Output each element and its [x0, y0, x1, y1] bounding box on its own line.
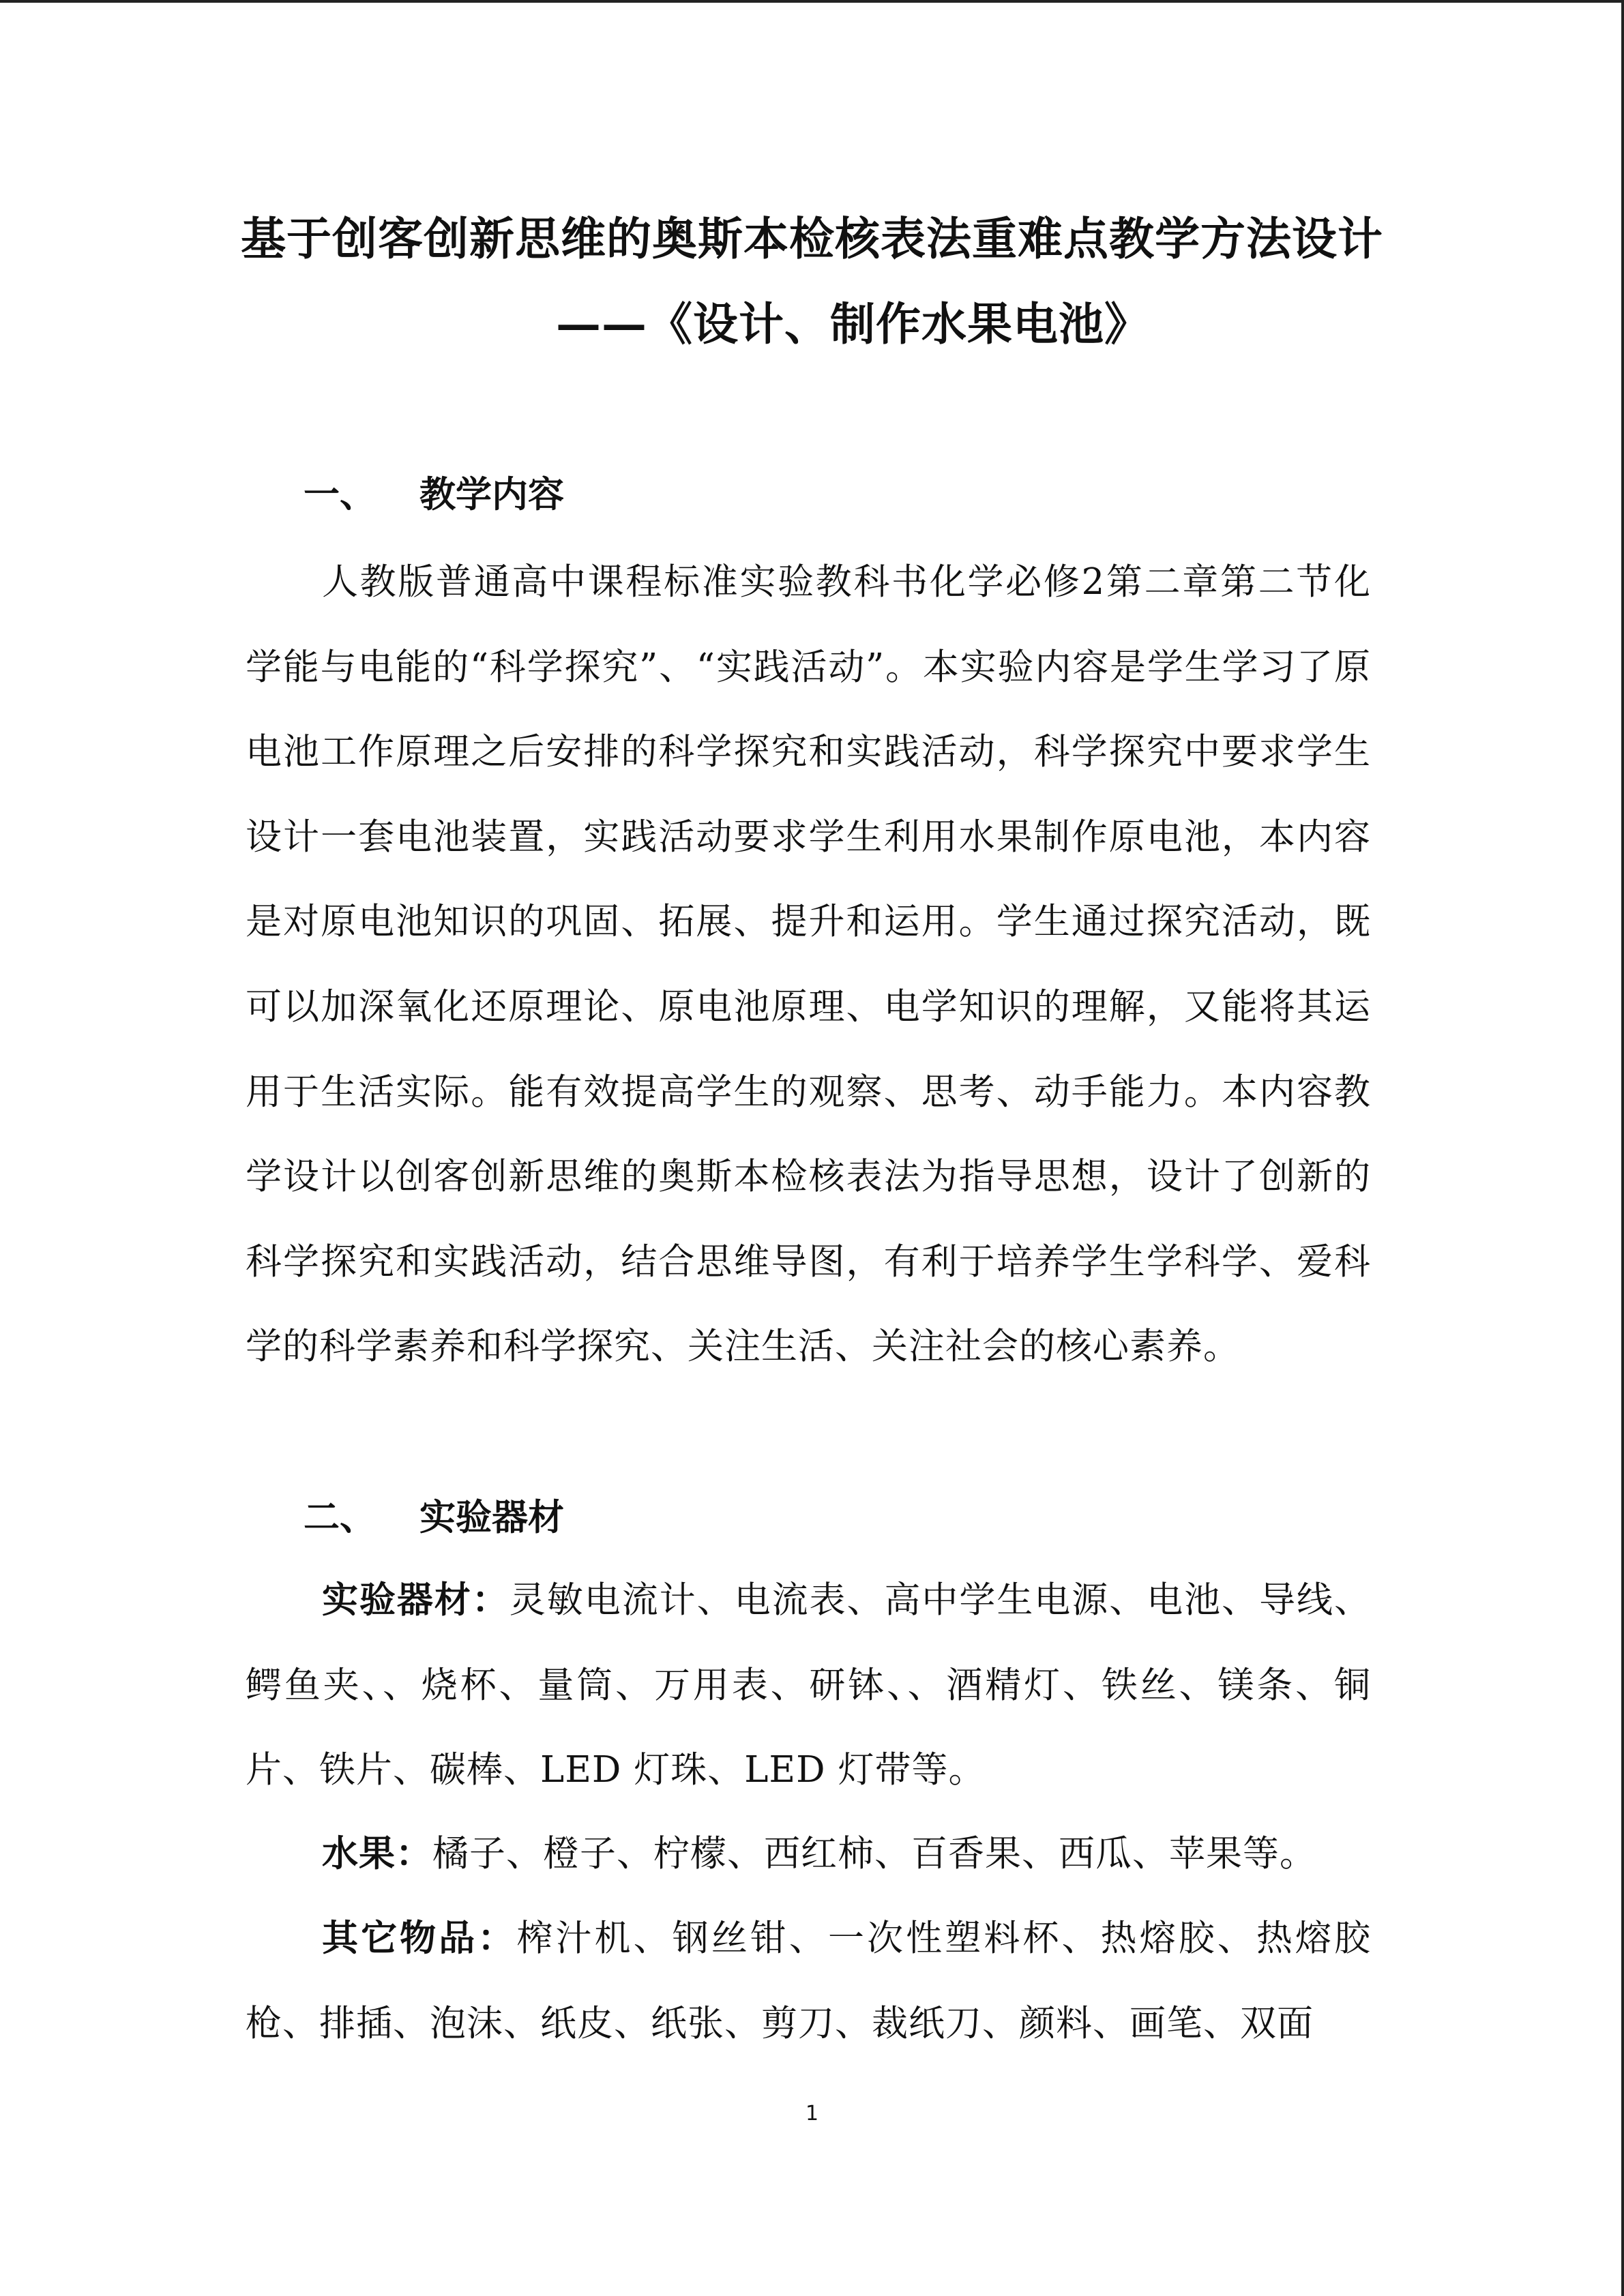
- section-title: 实验器材: [419, 1496, 564, 1538]
- other-items-label: 其它物品：: [322, 1917, 517, 1959]
- equipment-label: 实验器材：: [322, 1579, 510, 1621]
- page-top-border: [0, 0, 1624, 3]
- fruits-label: 水果：: [322, 1832, 432, 1875]
- other-items-text: 榨汁机、钢丝钳、一次性塑料杯、热熔胶、热熔胶枪、排插、泡沫、纸皮、纸张、剪刀、裁纸刀、颜料、画笔、双面: [246, 1918, 1372, 2044]
- section-number: 二、: [304, 1496, 376, 1538]
- paragraph-teaching-content: 人教版普通高中课程标准实验教科书化学必修2第二章第二节化学能与电能的“科学探究”、“实践活动”。本实验内容是学生学习了原电池工作原理之后安排的科学探究和实践活动，科学探究中要求学生设计一套电池装置，实践活动要求学生利用水果制作原电池，本内容是对原电池知识的巩固、拓展、提升和运用。学生通过探究活动，既可以加深氧化还原理论、原电池原理、电学知识的理解，又能将其运用于生活实际。能有效提高学生的观察、思考、动手能力。本内容教学设计以创客创新思维的奥斯本检核表法为指导思想，设计了创新的科学探究和实践活动，结合思维导图，有利于培养学生学科学、爱科学的科学素养和科学探究、关注生活、关注社会的核心素养。: [246, 561, 1371, 1368]
- document-title: 基于创客创新思维的奥斯本检核表法重难点教学方法设计: [241, 212, 1383, 265]
- section-number: 一、: [304, 473, 376, 516]
- document-subtitle: ——《设计、制作水果电池》: [556, 297, 1150, 351]
- paragraph-equipment: [246, 1557, 1371, 1817]
- paragraph-fruits: [246, 1811, 1371, 1900]
- section-heading-teaching-content: [304, 471, 564, 518]
- section-title: 教学内容: [419, 473, 564, 516]
- paragraph-other-items: [246, 1896, 1371, 2073]
- equipment-text: 灵敏电流计、电流表、高中学生电源、电池、导线、鳄鱼夹、、烧杯、量筒、万用表、研钵、、酒精灯、铁丝、镁条、铜片、铁片、碳棒、LED 灯珠、LED 灯带等。: [246, 1579, 1372, 1791]
- page-number: 1: [805, 2102, 819, 2126]
- section-heading-equipment: [304, 1493, 564, 1541]
- fruits-text: 橘子、橙子、柠檬、西红柿、百香果、西瓜、苹果等。: [432, 1833, 1316, 1875]
